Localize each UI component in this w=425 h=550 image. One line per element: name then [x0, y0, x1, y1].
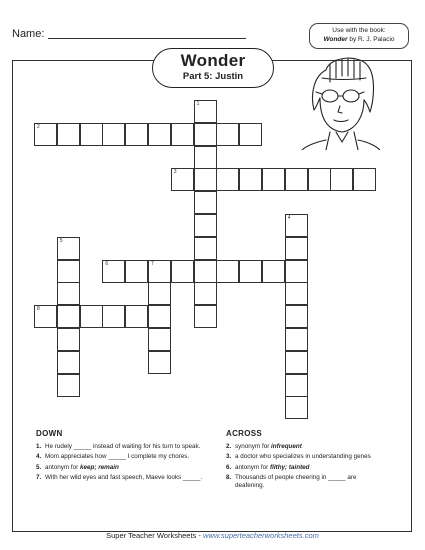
crossword-cell[interactable]	[125, 123, 148, 146]
crossword-cell[interactable]	[262, 168, 285, 191]
crossword-cell[interactable]	[194, 282, 217, 305]
across-clue-6	[226, 464, 386, 472]
crossword-cell[interactable]	[171, 260, 194, 283]
page-title: Wonder	[180, 51, 246, 70]
clue-number: 2.	[226, 442, 232, 450]
crossword-cell[interactable]	[57, 123, 80, 146]
crossword-cell[interactable]	[194, 146, 217, 169]
clue-number: 6.	[226, 463, 232, 471]
crossword-cell[interactable]	[57, 237, 80, 260]
crossword-cell[interactable]	[239, 260, 262, 283]
crossword-cell[interactable]	[57, 282, 80, 305]
crossword-cell[interactable]	[285, 328, 308, 351]
crossword-cell[interactable]	[353, 168, 376, 191]
crossword-cell[interactable]	[102, 123, 125, 146]
across-clue-3	[226, 453, 386, 461]
clue-number-label: 1	[196, 101, 200, 107]
clue-text: a doctor who specializes in understanding genes	[235, 453, 371, 461]
crossword-cell[interactable]	[285, 396, 308, 419]
crossword-cell[interactable]	[57, 260, 80, 283]
clue-text: antonym for keep; remain	[45, 463, 119, 471]
clue-number: 5.	[36, 463, 42, 471]
book-author: by R. J. Palacio	[349, 36, 395, 43]
crossword-cell[interactable]	[148, 260, 171, 283]
crossword-cell[interactable]	[308, 168, 331, 191]
crossword-cell[interactable]	[57, 305, 80, 328]
clue-text: With her wild eyes and fast speech, Maeve looks _____.	[45, 474, 203, 482]
clue-number-label: 8	[37, 306, 40, 313]
crossword-cell[interactable]	[148, 328, 171, 351]
clue-number-label: 2	[37, 123, 40, 130]
crossword-cell[interactable]	[125, 305, 148, 328]
crossword-cell[interactable]	[148, 123, 171, 146]
clue-number-label: 7	[151, 260, 154, 267]
crossword-cell[interactable]	[125, 260, 148, 283]
crossword-cell[interactable]	[194, 260, 217, 283]
crossword-cell[interactable]	[194, 100, 217, 123]
crossword-cell[interactable]	[102, 260, 125, 283]
crossword-cell[interactable]	[57, 374, 80, 397]
crossword-cell[interactable]	[171, 123, 194, 146]
clue-number-label: 5	[59, 237, 63, 244]
crossword-cell[interactable]	[285, 282, 308, 305]
crossword-cell[interactable]	[285, 374, 308, 397]
crossword-cell[interactable]	[57, 328, 80, 351]
clue-number-label: 4	[287, 215, 291, 221]
name-line[interactable]	[48, 38, 246, 39]
crossword-cell[interactable]	[194, 168, 217, 191]
clue-text: Mom appreciates how _____ I complete my chores.	[45, 453, 190, 461]
crossword-cell[interactable]	[80, 305, 103, 328]
footer-url[interactable]: www.superteacherworksheets.com	[202, 531, 319, 540]
crossword-cell[interactable]	[102, 305, 125, 328]
crossword-cell[interactable]	[148, 282, 171, 305]
down-clues	[36, 430, 206, 485]
down-clue-1	[36, 443, 206, 451]
crossword-cell[interactable]	[148, 305, 171, 328]
book-info-box	[309, 23, 409, 49]
across-clue-8	[226, 474, 386, 489]
book-info-line2	[310, 35, 408, 44]
across-clues	[226, 430, 386, 493]
crossword-cell[interactable]	[194, 214, 217, 237]
crossword-cell[interactable]	[285, 305, 308, 328]
crossword-cell[interactable]	[34, 305, 57, 328]
clue-text: Thousands of people cheering in _____ are deafening.	[235, 474, 357, 489]
crossword-cell[interactable]	[57, 351, 80, 374]
name-label: Name:	[12, 28, 45, 40]
clue-text: He rudely _____ instead of waiting for his turn to speak.	[45, 442, 201, 450]
clue-number: 4.	[36, 453, 42, 461]
crossword-cell[interactable]	[194, 123, 217, 146]
down-clue-4	[36, 453, 206, 461]
crossword-cell[interactable]	[285, 237, 308, 260]
clue-text: antonym for filthy; tainted	[235, 463, 310, 471]
crossword-cell[interactable]	[171, 168, 194, 191]
crossword-cell[interactable]	[239, 123, 262, 146]
clue-number-label: 3	[173, 169, 177, 176]
down-clue-7	[36, 474, 206, 482]
crossword-cell[interactable]	[216, 123, 239, 146]
down-heading: DOWN	[36, 429, 63, 438]
crossword-cell[interactable]	[285, 351, 308, 374]
page-subtitle: Part 5: Justin	[182, 71, 244, 82]
book-title: Wonder	[323, 36, 348, 43]
crossword-cell[interactable]	[194, 237, 217, 260]
clue-number: 8.	[226, 474, 232, 482]
across-heading: ACROSS	[226, 429, 263, 438]
crossword-cell[interactable]	[285, 260, 308, 283]
footer-brand: Super Teacher Worksheets	[106, 531, 197, 540]
clue-text: synonym for infrequent	[235, 442, 302, 450]
crossword-cell[interactable]	[194, 305, 217, 328]
crossword-cell[interactable]	[239, 168, 262, 191]
clue-number: 7.	[36, 474, 42, 482]
clue-number-label: 6	[105, 260, 109, 267]
clue-number: 3.	[226, 453, 232, 461]
across-clue-2	[226, 443, 386, 451]
down-clue-5	[36, 464, 206, 472]
boy-with-glasses-illustration-icon	[296, 50, 380, 150]
crossword-cell[interactable]	[34, 123, 57, 146]
crossword-cell[interactable]	[148, 351, 171, 374]
book-info-line1: Use with the book:	[332, 27, 386, 34]
footer: Super Teacher Worksheets - www.superteacherworksheets.com	[106, 531, 319, 540]
crossword-cell[interactable]	[80, 123, 103, 146]
title-box	[152, 48, 274, 88]
clue-number: 1.	[36, 442, 42, 450]
crossword-cell[interactable]	[216, 260, 239, 283]
crossword-cell[interactable]	[216, 168, 239, 191]
crossword-cell[interactable]	[262, 260, 285, 283]
crossword-cell[interactable]	[194, 191, 217, 214]
crossword-cell[interactable]	[285, 214, 308, 237]
crossword-cell[interactable]	[285, 168, 308, 191]
crossword-cell[interactable]	[330, 168, 353, 191]
